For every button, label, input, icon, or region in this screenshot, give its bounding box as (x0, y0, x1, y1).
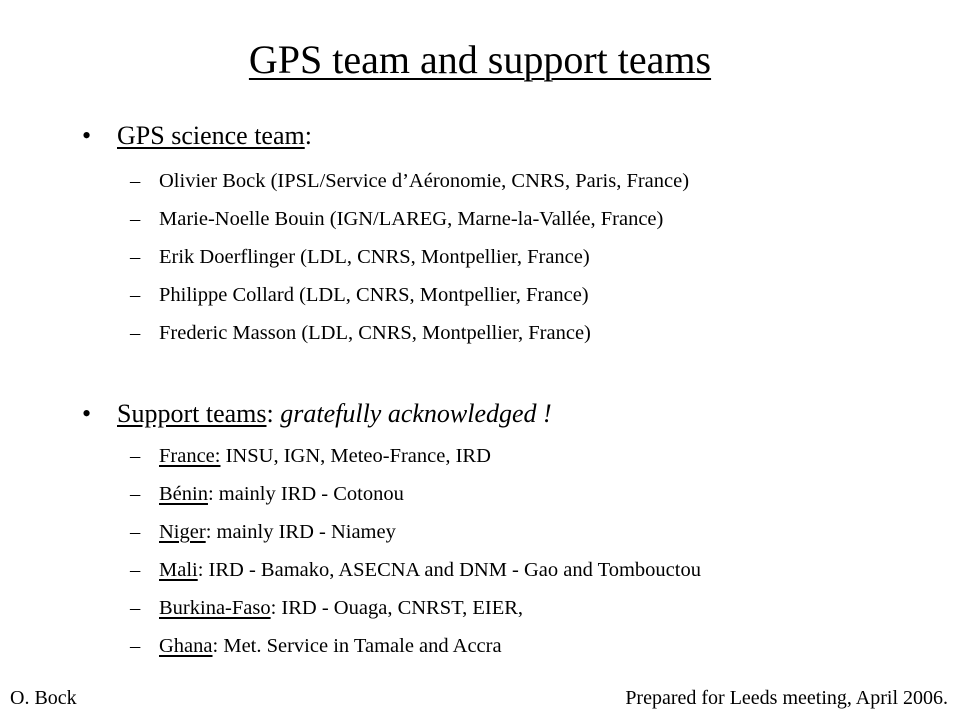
footer-author: O. Bock (10, 687, 77, 709)
support-country-detail: : mainly IRD - Cotonou (207, 483, 404, 505)
science-team-heading-line (117, 118, 312, 154)
support-country-line (159, 516, 396, 548)
support-country-detail: : IRD - Bamako, ASECNA and DNM - Gao and Tombouctou (197, 559, 701, 581)
dash-icon: – (130, 521, 141, 543)
dash-icon: – (130, 322, 141, 344)
footer-note: Prepared for Leeds meeting, April 2006. (625, 687, 948, 709)
support-country-detail: : Met. Service in Tamale and Accra (212, 635, 502, 657)
slide-title: GPS team and support teams (248, 37, 712, 82)
support-country-line (159, 440, 491, 472)
dash-icon: – (130, 597, 141, 619)
support-country-name: Niger (159, 521, 206, 543)
support-country-name: Ghana (159, 635, 213, 657)
science-member: Philippe Collard (LDL, CNRS, Montpellier, France) (159, 284, 589, 306)
support-country-name: Bénin (159, 483, 208, 505)
dash-icon: – (130, 635, 141, 657)
support-country-name: Burkina-Faso (159, 597, 271, 619)
science-member: Marie-Noelle Bouin (IGN/LAREG, Marne-la-Vallée, France) (159, 208, 664, 230)
support-teams-heading-colon: : (266, 399, 274, 428)
dash-icon: – (130, 246, 141, 268)
dash-icon: – (130, 445, 141, 467)
support-country-line (159, 630, 502, 662)
support-country-detail: : mainly IRD - Niamey (205, 521, 396, 543)
dash-icon: – (130, 208, 141, 230)
support-country-line (159, 592, 523, 624)
support-country-name: Mali (159, 559, 198, 581)
dash-icon: – (130, 483, 141, 505)
science-team-heading: GPS science team (117, 121, 305, 150)
science-member: Olivier Bock (IPSL/Service d’Aéronomie, CNRS, Paris, France) (159, 170, 690, 192)
dash-icon: – (130, 559, 141, 581)
support-teams-heading: Support teams (117, 399, 267, 428)
dash-icon: – (130, 170, 141, 192)
dash-icon: – (130, 284, 141, 306)
science-member: Frederic Masson (LDL, CNRS, Montpellier, France) (159, 322, 591, 344)
bullet-icon: • (82, 399, 92, 428)
support-country-detail: INSU, IGN, Meteo-France, IRD (220, 445, 491, 467)
bullet-icon: • (82, 121, 92, 150)
science-member: Erik Doerflinger (LDL, CNRS, Montpellier, France) (159, 246, 590, 268)
support-teams-note: gratefully acknowledged ! (280, 399, 552, 428)
science-team-heading-colon: : (304, 121, 312, 150)
support-country-line (159, 478, 404, 510)
support-country-line (159, 554, 701, 586)
support-country-name: France: (159, 445, 221, 467)
support-teams-heading-line (117, 396, 552, 432)
support-country-detail: : IRD - Ouaga, CNRST, EIER, (270, 597, 524, 619)
